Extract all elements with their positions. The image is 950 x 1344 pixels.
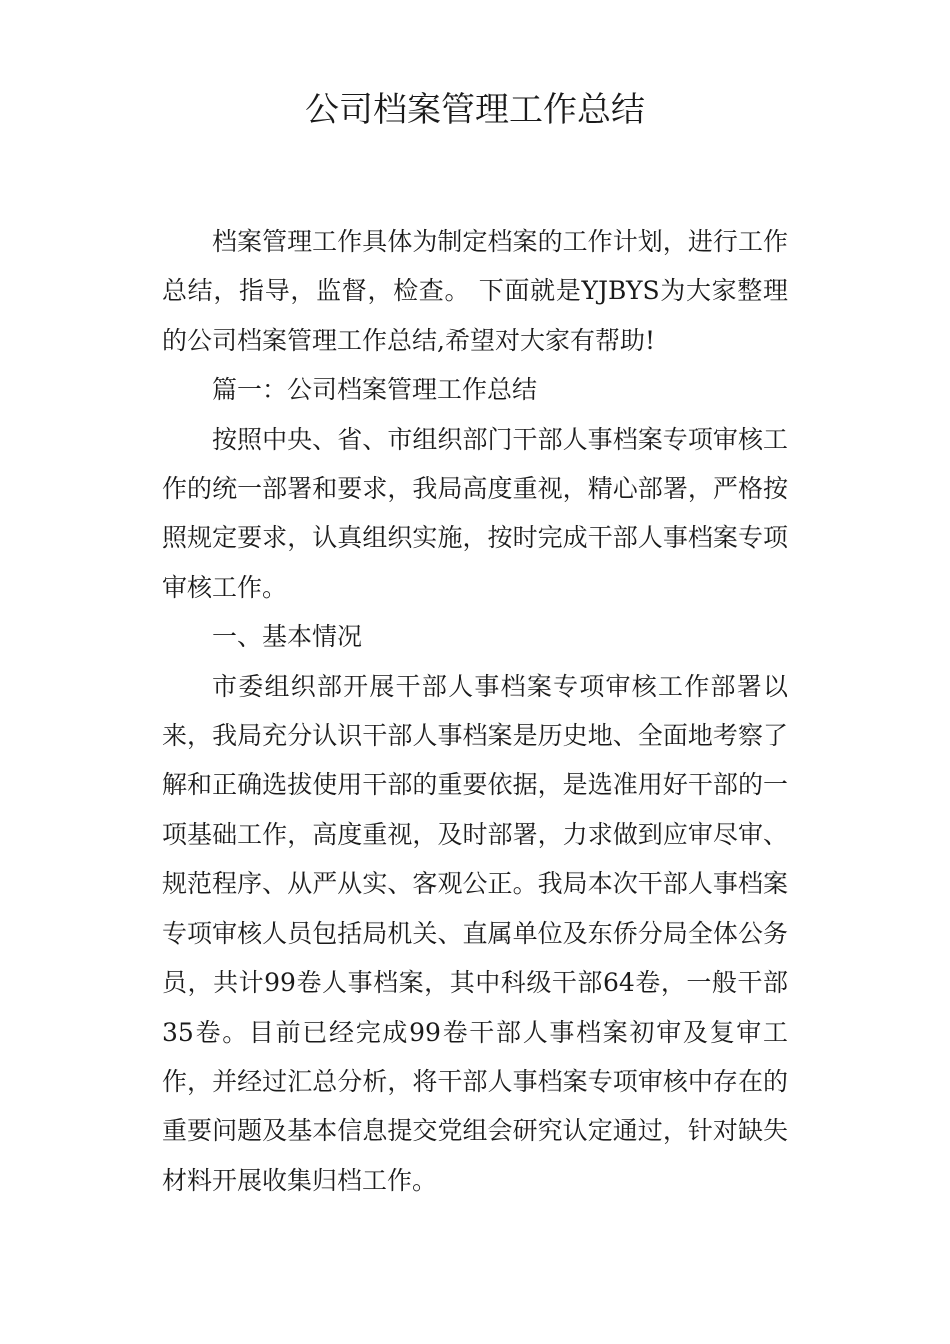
section-heading-part-one: 篇一：公司档案管理工作总结 bbox=[212, 375, 538, 405]
document-body bbox=[162, 217, 788, 1205]
section-heading-basic-situation: 一、基本情况 bbox=[212, 622, 363, 652]
document-title: 公司档案管理工作总结 bbox=[305, 90, 645, 130]
overview-paragraph: 按照中央、省、市组织部门干部人事档案专项审核工作的统一部署和要求，我局高度重视，精心部署，严格按照规定要求，认真组织实施，按时完成干部人事档案专项审核工作。 bbox=[162, 424, 788, 602]
intro-paragraph: 档案管理工作具体为制定档案的工作计划，进行工作总结，指导，监督，检查。 下面就是YJBYS为大家整理的公司档案管理工作总结,希望对大家有帮助! bbox=[162, 227, 788, 355]
basic-situation-paragraph: 市委组织部开展干部人事档案专项审核工作部署以来，我局充分认识干部人事档案是历史地、全面地考察了解和正确选拔使用干部的重要依据，是选准用好干部的一项基础工作，高度重视，及时部署，力求做到应审尽审、规范程序、从严从实、客观公正。我局本次干部人事档案专项审核人员包括局机关、直属单位及东侨分局全体公务员，共计99卷人事档案，其中科级干部64卷，一般干部35卷。目前已经完成99卷干部人事档案初审及复审工作，并经过汇总分析，将干部人事档案专项审核中存在的重要问题及基本信息提交党组会研究认定通过，针对缺失材料开展收集归档工作。 bbox=[162, 671, 788, 1195]
